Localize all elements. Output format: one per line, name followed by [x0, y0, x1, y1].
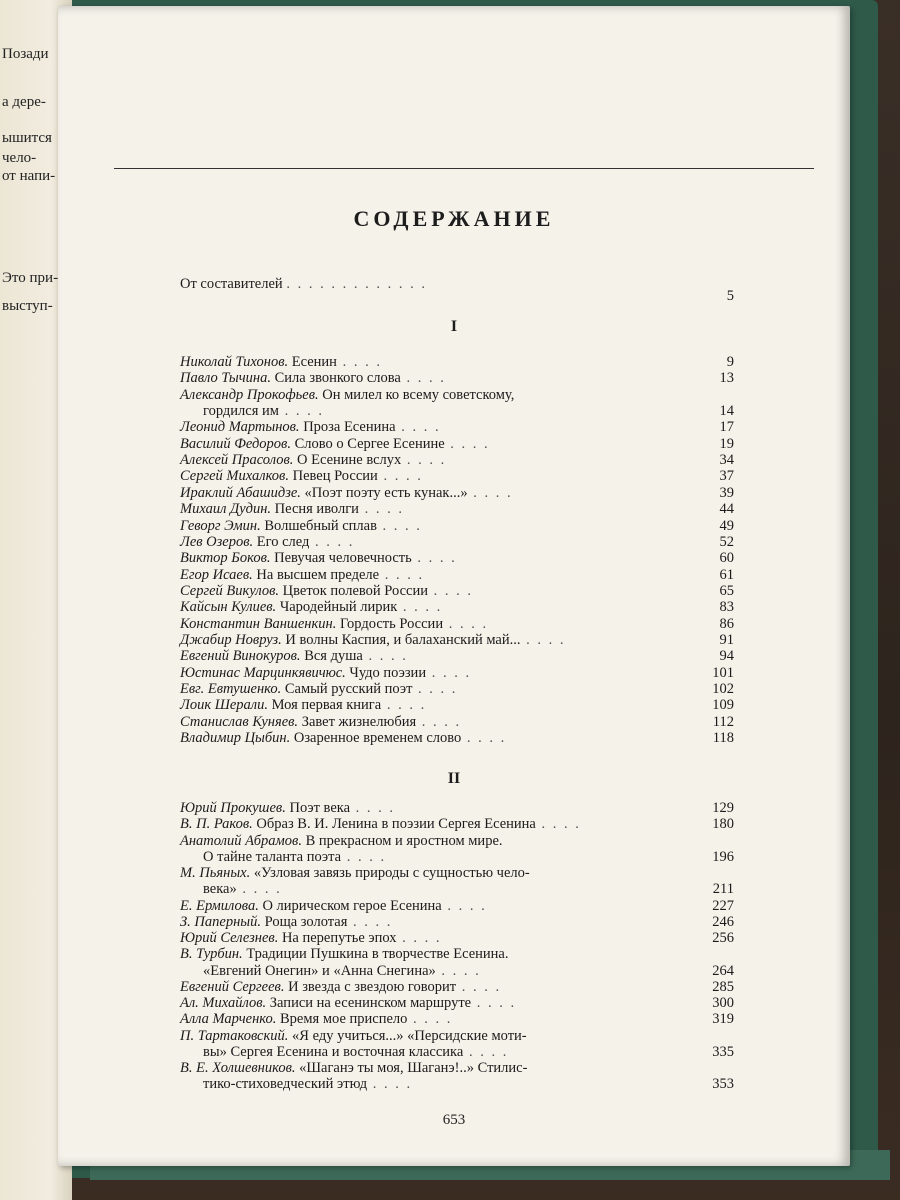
toc-entry-author: П. Тартаковский. [180, 1027, 289, 1044]
toc-page-number: 256 [712, 930, 734, 946]
toc-entry-title: Самый русский поэт [284, 681, 413, 697]
toc-page-number: 211 [712, 881, 734, 898]
toc-page-number: 101 [712, 664, 734, 681]
toc-entry [180, 550, 734, 567]
toc-entry-title: Цветок полевой России [282, 582, 428, 599]
toc-entry-author: З. Паперный. [180, 913, 261, 930]
leader-dots: . . . . [336, 354, 382, 370]
toc-page-number: 112 [712, 713, 734, 730]
toc-entry-intro [180, 276, 734, 304]
leader-dots: . . . . [427, 582, 473, 599]
toc-entry-title: «Поэт поэту есть кунак...» [304, 484, 468, 501]
toc-page-number: 61 [719, 566, 734, 583]
toc-entry-title: «Узловая завязь природы с сущностью чело- [253, 865, 530, 881]
toc-entry-author: Юрий Селезнев. [180, 930, 279, 946]
leader-dots: . . . . [381, 697, 427, 714]
toc-entry-author: Алексей Прасолов. [180, 452, 294, 469]
toc-page-number: 102 [712, 681, 734, 697]
toc-entry-author: Александр Прокофьев. [180, 386, 319, 403]
leader-dots: . . . . [467, 484, 513, 501]
left-page-fragment: Позади [2, 46, 49, 62]
toc-page-number: 91 [719, 631, 734, 648]
toc-page-number: 246 [712, 913, 734, 930]
toc-entry [180, 800, 734, 816]
toc-entry-title: И звезда с звездою говорит [288, 978, 457, 995]
toc-page-number: 39 [719, 484, 734, 501]
toc-entry [180, 484, 734, 501]
toc-entry [180, 566, 734, 583]
toc-entry [180, 533, 734, 550]
toc-page-number: 86 [719, 615, 734, 632]
toc-entry-author: Константин Ваншенкин. [180, 615, 337, 632]
toc-entry-author: Станислав Куняев. [180, 713, 299, 730]
toc-entry-title: О лирическом герое Есенина [262, 897, 442, 914]
leader-dots: . . . . [444, 435, 490, 452]
toc-page-number: 129 [712, 800, 734, 816]
toc-page-number: 94 [719, 648, 734, 665]
toc-page-number: 118 [712, 730, 734, 747]
toc-entry-author: Юстинас Марцинкявичюс. [180, 664, 346, 681]
leader-dots: . . . . [412, 681, 458, 697]
leader-dots: . . . . [341, 848, 387, 865]
section-heading: II [447, 770, 461, 787]
toc-entry-author: Владимир Цыбин. [180, 730, 291, 747]
leader-dots: . . . . [350, 800, 396, 816]
toc-entry-title: «Шаганэ ты моя, Шаганэ!..» Стилис- [299, 1060, 528, 1076]
toc-entry-author: Е. Ермилова. [180, 897, 259, 914]
toc-entry [180, 435, 734, 452]
toc-page-number: 14 [719, 403, 734, 420]
toc-page-number: 285 [712, 978, 734, 995]
toc-entry [180, 978, 734, 995]
toc-entry-title: Традиции Пушкина в творчестве Есенина. [246, 946, 509, 963]
toc-entry-title: Волшебный сплав [264, 517, 377, 534]
left-page-fragment: от напи- [2, 168, 56, 184]
toc-entry-author: В. Турбин. [180, 946, 243, 963]
leader-dots: . . . . [471, 995, 517, 1011]
leader-dots: . . . . [367, 1076, 413, 1093]
toc-page-number: 34 [719, 452, 734, 469]
contents-page [58, 6, 850, 1166]
toc-entry-title: Записи на есенинском маршруте [269, 995, 472, 1011]
toc-entry [180, 419, 734, 436]
toc-page-number: 13 [719, 370, 734, 387]
toc-entry-title: Образ В. И. Ленина в поэзии Сергея Есенина [256, 816, 536, 833]
toc-entry-author: Лев Озеров. [180, 533, 254, 550]
toc-entry-author: Леонид Мартынов. [180, 419, 300, 436]
toc-entry-title: «Я еду учиться...» «Персидские моти- [292, 1027, 527, 1044]
leader-dots: . . . . [395, 419, 441, 436]
toc-entry [180, 664, 734, 681]
toc-entry [180, 387, 728, 403]
leader-dots: . . . . [400, 370, 446, 387]
toc-entry-title: От составителей [180, 276, 283, 292]
toc-entry [180, 517, 734, 534]
leader-dots: . . . . [461, 730, 507, 747]
toc-entry [180, 615, 734, 632]
leader-dots: . . . . [401, 452, 447, 469]
toc-entry-title: Моя первая книга [271, 697, 382, 714]
header-rule [114, 168, 814, 169]
leader-dots: . . . . [441, 897, 487, 914]
left-page-fragment: выступ- [2, 298, 53, 314]
page-number: 653 [442, 1112, 466, 1128]
toc-entry-title: Вся душа [304, 648, 363, 665]
toc-entry [180, 648, 734, 665]
section-heading: I [450, 318, 458, 335]
toc-page-number: 52 [719, 533, 734, 550]
toc-page-number: 109 [712, 697, 734, 714]
leader-dots: . . . . [520, 631, 566, 648]
toc-entry-author: Егор Исаев. [180, 566, 253, 583]
toc-page-number: 65 [719, 582, 734, 599]
toc-entry-author: В. П. Раков. [180, 816, 253, 833]
leader-dots: . . . . [443, 615, 489, 632]
leader-dots: . . . . [377, 468, 423, 485]
toc-page-number: 49 [719, 517, 734, 534]
toc-entry-author: Виктор Боков. [180, 550, 271, 567]
toc-entry-author: Евгений Сергеев. [180, 978, 285, 995]
toc-page-number: 319 [712, 1011, 734, 1028]
toc-entry-title: Сила звонкого слова [274, 370, 401, 387]
toc-entry [180, 370, 734, 387]
leader-dots: . . . . [535, 816, 581, 833]
toc-entry-title: Певучая человечность [274, 550, 412, 567]
toc-entry-title: Есенин [291, 354, 337, 370]
toc-entry [203, 848, 734, 865]
toc-entry-author: Геворг Эмин. [180, 517, 261, 534]
toc-entry-title: О Есенине вслух [297, 452, 402, 469]
toc-entry-author: Михаил Дудин. [180, 501, 272, 518]
toc-entry-title: Поэт века [289, 800, 351, 816]
leader-dots: . . . . [347, 913, 393, 930]
toc-page-number: 44 [719, 501, 734, 518]
toc-entry [180, 865, 728, 881]
toc-page-number: 37 [719, 468, 734, 485]
toc-entry-title: На перепутье эпох [281, 930, 397, 946]
toc-page-number: 264 [712, 962, 734, 979]
left-page-fragment: Это при- [2, 270, 59, 286]
toc-entry [180, 913, 734, 930]
toc-entry-author: Джабир Новруз. [180, 631, 282, 648]
toc-page-number: 19 [719, 435, 734, 452]
toc-entry [180, 501, 734, 518]
toc-entry [203, 403, 734, 420]
toc-entry-author: Кайсын Кулиев. [180, 599, 277, 616]
toc-page-number: 83 [719, 599, 734, 616]
toc-entry-author: Ал. Михайлов. [180, 995, 267, 1011]
left-page-fragment: а дере- [2, 94, 46, 110]
leader-dots: . . . . [358, 501, 404, 518]
toc-entry-title: О тайне таланта поэта [203, 848, 342, 865]
toc-page-number: 227 [712, 897, 734, 914]
toc-entry-title: Песня иволги [274, 501, 359, 518]
toc-entry-title: На высшем пределе [256, 566, 380, 583]
toc-entry-title: И волны Каспия, и балаханский май... [285, 631, 521, 648]
leader-dots: . . . . [397, 599, 443, 616]
toc-entry-title: В прекрасном и яростном мире. [305, 832, 503, 849]
toc-entry [203, 962, 734, 979]
toc-entry [180, 452, 734, 469]
leader-dots: . . . . [309, 533, 355, 550]
toc-entry [180, 631, 734, 648]
toc-page-number: 9 [726, 354, 734, 370]
toc-entry [180, 713, 734, 730]
toc-entry-author: Ираклий Абашидзе. [180, 484, 301, 501]
toc-entry-title: вы» Сергея Есенина и восточная классика [203, 1043, 464, 1060]
toc-entry-author: Сергей Викулов. [180, 582, 280, 599]
toc-entry-title: Роща золотая [264, 913, 348, 930]
toc-entry [180, 930, 734, 946]
toc-entry [180, 1011, 734, 1028]
leader-dots: . . . . . . . . . . . . . [286, 276, 427, 292]
toc-entry-author: В. Е. Холшевников. [180, 1060, 296, 1076]
leader-dots: . . . . [278, 403, 324, 420]
toc-entry-author: Василий Федоров. [180, 435, 291, 452]
toc-entry-title: Чародейный лирик [279, 599, 398, 616]
leader-dots: . . . . [362, 648, 408, 665]
leader-dots: . . . . [396, 930, 442, 946]
toc-page-number: 335 [712, 1043, 734, 1060]
toc-page-number: 353 [712, 1076, 734, 1093]
toc-entry-title: Озаренное временем слово [293, 730, 462, 747]
toc-entry-title: гордился им [203, 403, 279, 420]
leader-dots: . . . . [376, 517, 422, 534]
toc-entry [180, 995, 734, 1011]
toc-entry-title: века» [203, 881, 237, 898]
toc-entry [180, 468, 734, 485]
toc-entry-title: Завет жизнелюбия [301, 713, 417, 730]
toc-entry [180, 354, 734, 370]
toc-entry [180, 1060, 728, 1076]
toc-entry [180, 681, 734, 697]
toc-entry [180, 582, 734, 599]
toc-entry-title: Чудо поэзии [349, 664, 427, 681]
toc-entry-author: М. Пьяных. [180, 865, 251, 881]
toc-entry-title: Время мое приспело [280, 1011, 408, 1028]
toc-entry-author: Юрий Прокушев. [180, 800, 286, 816]
toc-entry-title: Проза Есенина [303, 419, 396, 436]
toc-entry-title: Певец России [292, 468, 378, 485]
toc-entry-author: Павло Тычина. [180, 370, 271, 387]
toc-page-number: 180 [712, 816, 734, 833]
toc-entry [180, 697, 734, 714]
toc-page-number: 196 [712, 848, 734, 865]
toc-entry-author: Евгений Винокуров. [180, 648, 301, 665]
toc-entry-title: Его след [256, 533, 310, 550]
toc-entry-title: тико-стиховедческий этюд [203, 1076, 368, 1093]
toc-entry-author: Алла Марченко. [180, 1011, 277, 1028]
leader-dots: . . . . [411, 550, 457, 567]
toc-entry-title: Слово о Сергее Есенине [294, 435, 445, 452]
toc-page-number: 5 [726, 288, 734, 304]
toc-entry-title: Он милел ко всему советскому, [322, 386, 515, 403]
leader-dots: . . . . [426, 664, 472, 681]
leader-dots: . . . . [416, 713, 462, 730]
leader-dots: . . . . [236, 881, 282, 898]
leader-dots: . . . . [407, 1011, 453, 1028]
leader-dots: . . . . [463, 1043, 509, 1060]
toc-entry-author: Сергей Михалков. [180, 468, 289, 485]
toc-entry-title: Гордость России [339, 615, 444, 632]
toc-entry [180, 816, 734, 833]
toc-entry [180, 1028, 728, 1044]
left-page-fragment: ышится [2, 130, 52, 146]
page-title: СОДЕРЖАНИЕ [353, 206, 555, 231]
toc-entry [203, 1076, 734, 1093]
leader-dots: . . . . [435, 962, 481, 979]
toc-entry [180, 730, 734, 747]
toc-entry [203, 1043, 734, 1060]
toc-entry [203, 881, 734, 898]
toc-entry-author: Анатолий Абрамов. [180, 832, 302, 849]
toc-entry [180, 897, 734, 914]
toc-entry [180, 946, 728, 962]
toc-entry-title: «Евгений Онегин» и «Анна Снегина» [203, 962, 436, 979]
toc-entry-author: Евг. Евтушенко. [180, 681, 282, 697]
left-page-fragment: челo- [2, 150, 37, 166]
leader-dots: . . . . [456, 978, 502, 995]
toc-page-number: 60 [719, 550, 734, 567]
toc-entry [180, 599, 734, 616]
toc-page-number: 300 [712, 995, 734, 1011]
leader-dots: . . . . [379, 566, 425, 583]
toc-entry-author: Николай Тихонов. [180, 354, 289, 370]
toc-entry [180, 833, 728, 849]
toc-entry-author: Лоик Шерали. [180, 697, 268, 714]
toc-page-number: 17 [719, 419, 734, 436]
